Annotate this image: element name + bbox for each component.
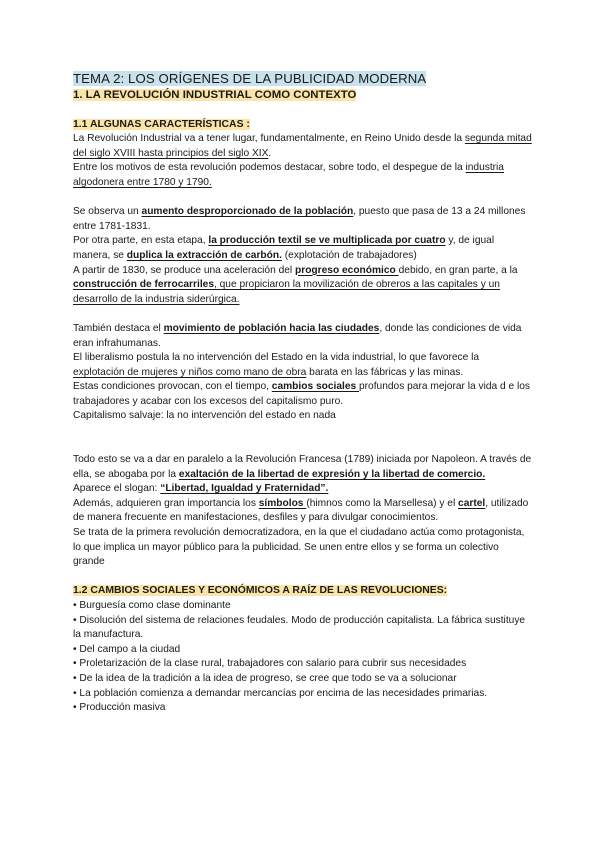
paragraph-4: Por otra parte, en esta etapa, la producción textil se ve multiplicada por cuatro y, de igual manera, se duplica la extracción de carbón. (explotación de trabajadores) [73,235,495,261]
paragraph-11: Aparece el slogan: “Libertad, Igualdad y Fraternidad”. [73,483,329,495]
document-page [73,70,533,716]
document-title: TEMA 2: LOS ORÍGENES DE LA PUBLICIDAD MODERNA [73,71,427,86]
subsection-heading-1-1: 1.1 ALGUNAS CARACTERÍSTICAS : [73,118,250,130]
paragraph-5: A partir de 1830, se produce una aceleración del progreso económico debido, en gran parte, a la construcción de ferrocarriles, que propiciaron la movilización de obreros a las capitales y un desarrollo de la industria siderúrgica. [73,264,518,305]
list-item: • Proletarización de la clase rural, trabajadores con salario para cubrir sus necesidades [73,657,533,672]
paragraph-10: Todo esto se va a dar en paralelo a la Revolución Francesa (1789) iniciada por Napoleon. A través de ella, se abogaba por la exaltación de la libertad de expresión y la libertad de comercio. [73,454,532,480]
list-item: • Del campo a la ciudad [73,643,533,658]
paragraph-12: Además, adquieren gran importancia los símbolos (himnos como la Marsellesa) y el cartel, utilizado de manera frecuente en manifestaciones, desfiles y para divulgar conocimientos. [73,497,529,524]
paragraph-3: Se observa un aumento desproporcionado de la población, puesto que pasa de 13 a 24 millones entre 1781-1831. [73,206,526,232]
paragraph-1: La Revolución Industrial va a tener lugar, fundamentalmente, en Reino Unido desde la segunda mitad del siglo XVIII hasta principios del siglo XIX. [73,133,532,159]
list-item: • De la idea de la tradición a la idea de progreso, se cree que todo se va a solucionar [73,672,533,687]
paragraph-8: Estas condiciones provocan, con el tiempo, cambios sociales profundos para mejorar la vida d e los trabajadores y acabar con los excesos del capitalismo puro. [73,381,531,407]
paragraph-6: También destaca el movimiento de población hacia las ciudades, donde las condiciones de vida eran infrahumanas. [73,322,522,349]
subsection-heading-1-2: 1.2 CAMBIOS SOCIALES Y ECONÓMICOS A RAÍZ DE LAS REVOLUCIONES: [73,585,448,597]
list-item: • Disolución del sistema de relaciones feudales. Modo de producción capitalista. La fábrica sustituye la manufactura. [73,614,533,643]
bullet-list [73,599,533,716]
paragraph-2: Entre los motivos de esta revolución podemos destacar, sobre todo, el despegue de la industria algodonera entre 1780 y 1790. [73,162,504,188]
paragraph-7: El liberalismo postula la no intervención del Estado en la vida industrial, lo que favorece la explotación de mujeres y niños como mano de obra barata en las fábricas y las minas. [73,352,480,378]
paragraph-13: Se trata de la primera revolución democratizadora, en la que el ciudadano actúa como protagonista, lo que implica un mayor público para la publicidad. Se unen entre ellos y se forma un colectivo grande [73,527,525,568]
section-heading-1: 1. LA REVOLUCIÓN INDUSTRIAL COMO CONTEXTO [73,89,357,101]
paragraph-9: Capitalismo salvaje: la no intervención del estado en nada [73,410,336,422]
list-item: • La población comienza a demandar mercancías por encima de las necesidades primarias. [73,687,533,702]
list-item: • Producción masiva [73,701,533,716]
list-item: • Burguesía como clase dominante [73,599,533,614]
